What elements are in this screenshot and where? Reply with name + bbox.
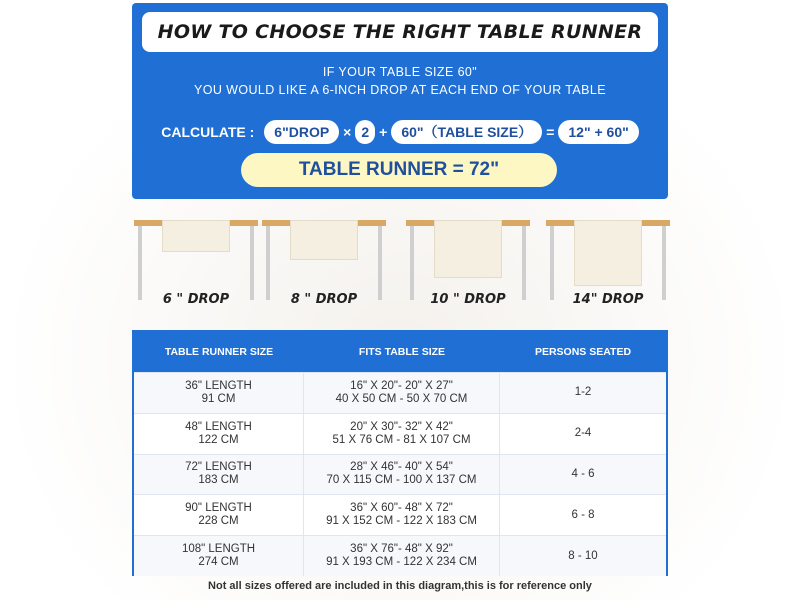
fits-table-cell bbox=[304, 536, 500, 576]
intro-line-1: IF YOUR TABLE SIZE 60" bbox=[322, 65, 478, 79]
persons-seated-cell: 8 - 10 bbox=[568, 549, 598, 562]
fits-table-cell bbox=[304, 373, 500, 413]
runner-length: 72" LENGTH bbox=[185, 461, 252, 474]
runner-length: 48" LENGTH bbox=[185, 420, 252, 433]
page-title: HOW TO CHOOSE THE RIGHT TABLE RUNNER bbox=[157, 21, 643, 43]
table-header bbox=[134, 332, 666, 372]
persons-seated-cell: 1-2 bbox=[574, 386, 592, 399]
fits-table-cell bbox=[304, 455, 500, 495]
runner-swatch bbox=[574, 220, 642, 286]
table-row bbox=[134, 413, 666, 454]
drop-label: 14" DROP bbox=[572, 292, 644, 307]
fits-table-cell bbox=[304, 495, 500, 535]
fits-size-inches: 36" X 76"- 48" X 92" bbox=[350, 543, 453, 556]
drop-illustration-6 bbox=[134, 212, 258, 318]
final-result-pill: TABLE RUNNER = 72" bbox=[241, 153, 557, 187]
instruction-panel bbox=[132, 3, 668, 199]
table-size-pill: 60"（TABLE SIZE） bbox=[391, 120, 542, 144]
runner-size-cell bbox=[134, 455, 304, 495]
fits-size-cm: 40 X 50 CM - 50 X 70 CM bbox=[335, 392, 468, 405]
header-fits-table-size: FITS TABLE SIZE bbox=[358, 346, 446, 358]
runner-length-cm: 274 CM bbox=[198, 556, 239, 569]
table-row bbox=[134, 535, 666, 576]
equals-sign: = bbox=[546, 124, 555, 140]
fits-table-cell bbox=[304, 414, 500, 454]
fits-size-cm: 70 X 115 CM - 100 X 137 CM bbox=[326, 474, 477, 487]
table-leg bbox=[522, 226, 526, 300]
calculate-label: CALCULATE : bbox=[161, 124, 255, 140]
runner-length: 36" LENGTH bbox=[185, 379, 252, 392]
runner-length: 90" LENGTH bbox=[185, 502, 252, 515]
table-leg bbox=[250, 226, 254, 300]
table-leg bbox=[410, 226, 414, 300]
result-expression-pill: 12" + 60" bbox=[558, 120, 638, 144]
fits-size-cm: 51 X 76 CM - 81 X 107 CM bbox=[332, 433, 471, 446]
drop-illustration-10 bbox=[406, 212, 530, 318]
fits-size-cm: 91 X 193 CM - 122 X 234 CM bbox=[326, 556, 477, 569]
fits-size-inches: 28" X 46"- 40" X 54" bbox=[350, 461, 453, 474]
persons-seated-cell: 4 - 6 bbox=[571, 467, 595, 480]
table-leg bbox=[550, 226, 554, 300]
fits-size-cm: 91 X 152 CM - 122 X 183 CM bbox=[326, 515, 477, 528]
runner-swatch bbox=[290, 220, 358, 260]
persons-seated-cell: 6 - 8 bbox=[571, 508, 595, 521]
runner-swatch bbox=[162, 220, 230, 252]
times-sign: × bbox=[343, 124, 352, 140]
calculation-row bbox=[132, 119, 668, 145]
fits-size-inches: 20" X 30"- 32" X 42" bbox=[350, 420, 453, 433]
intro-line-2: YOU WOULD LIKE A 6-INCH DROP AT EACH END OF YOUR TABLE bbox=[194, 83, 606, 97]
drop-illustration-14 bbox=[546, 212, 670, 318]
runner-length-cm: 228 CM bbox=[198, 515, 239, 528]
size-table bbox=[132, 330, 668, 576]
plus-sign: + bbox=[379, 124, 388, 140]
table-leg bbox=[266, 226, 270, 300]
table-leg bbox=[138, 226, 142, 300]
runner-size-cell bbox=[134, 373, 304, 413]
header-runner-size: TABLE RUNNER SIZE bbox=[164, 346, 274, 358]
runner-size-cell bbox=[134, 536, 304, 576]
runner-length-cm: 122 CM bbox=[198, 433, 239, 446]
runner-length: 108" LENGTH bbox=[181, 543, 256, 556]
drop-pill: 6"DROP bbox=[264, 120, 339, 144]
runner-size-cell bbox=[134, 495, 304, 535]
table-leg bbox=[378, 226, 382, 300]
intro-text bbox=[132, 63, 668, 99]
table-row bbox=[134, 454, 666, 495]
runner-length-cm: 183 CM bbox=[198, 474, 239, 487]
runner-size-cell bbox=[134, 414, 304, 454]
drop-label: 10 " DROP bbox=[430, 292, 506, 307]
header-persons-seated: PERSONS SEATED bbox=[534, 346, 632, 358]
footnote: Not all sizes offered are included in this diagram,this is for reference only bbox=[208, 580, 592, 592]
table-row bbox=[134, 494, 666, 535]
drop-label: 6 " DROP bbox=[162, 292, 230, 307]
runner-swatch bbox=[434, 220, 502, 278]
drop-label: 8 " DROP bbox=[290, 292, 358, 307]
runner-length-cm: 91 CM bbox=[201, 392, 236, 405]
multiplier-pill: 2 bbox=[355, 120, 375, 144]
table-leg bbox=[662, 226, 666, 300]
title-box bbox=[142, 12, 658, 52]
fits-size-inches: 16" X 20"- 20" X 27" bbox=[350, 379, 453, 392]
table-body bbox=[134, 372, 666, 576]
fits-size-inches: 36" X 60"- 48" X 72" bbox=[350, 502, 453, 515]
table-row bbox=[134, 372, 666, 413]
persons-seated-cell: 2-4 bbox=[574, 427, 592, 440]
drop-illustration-8 bbox=[262, 212, 386, 318]
